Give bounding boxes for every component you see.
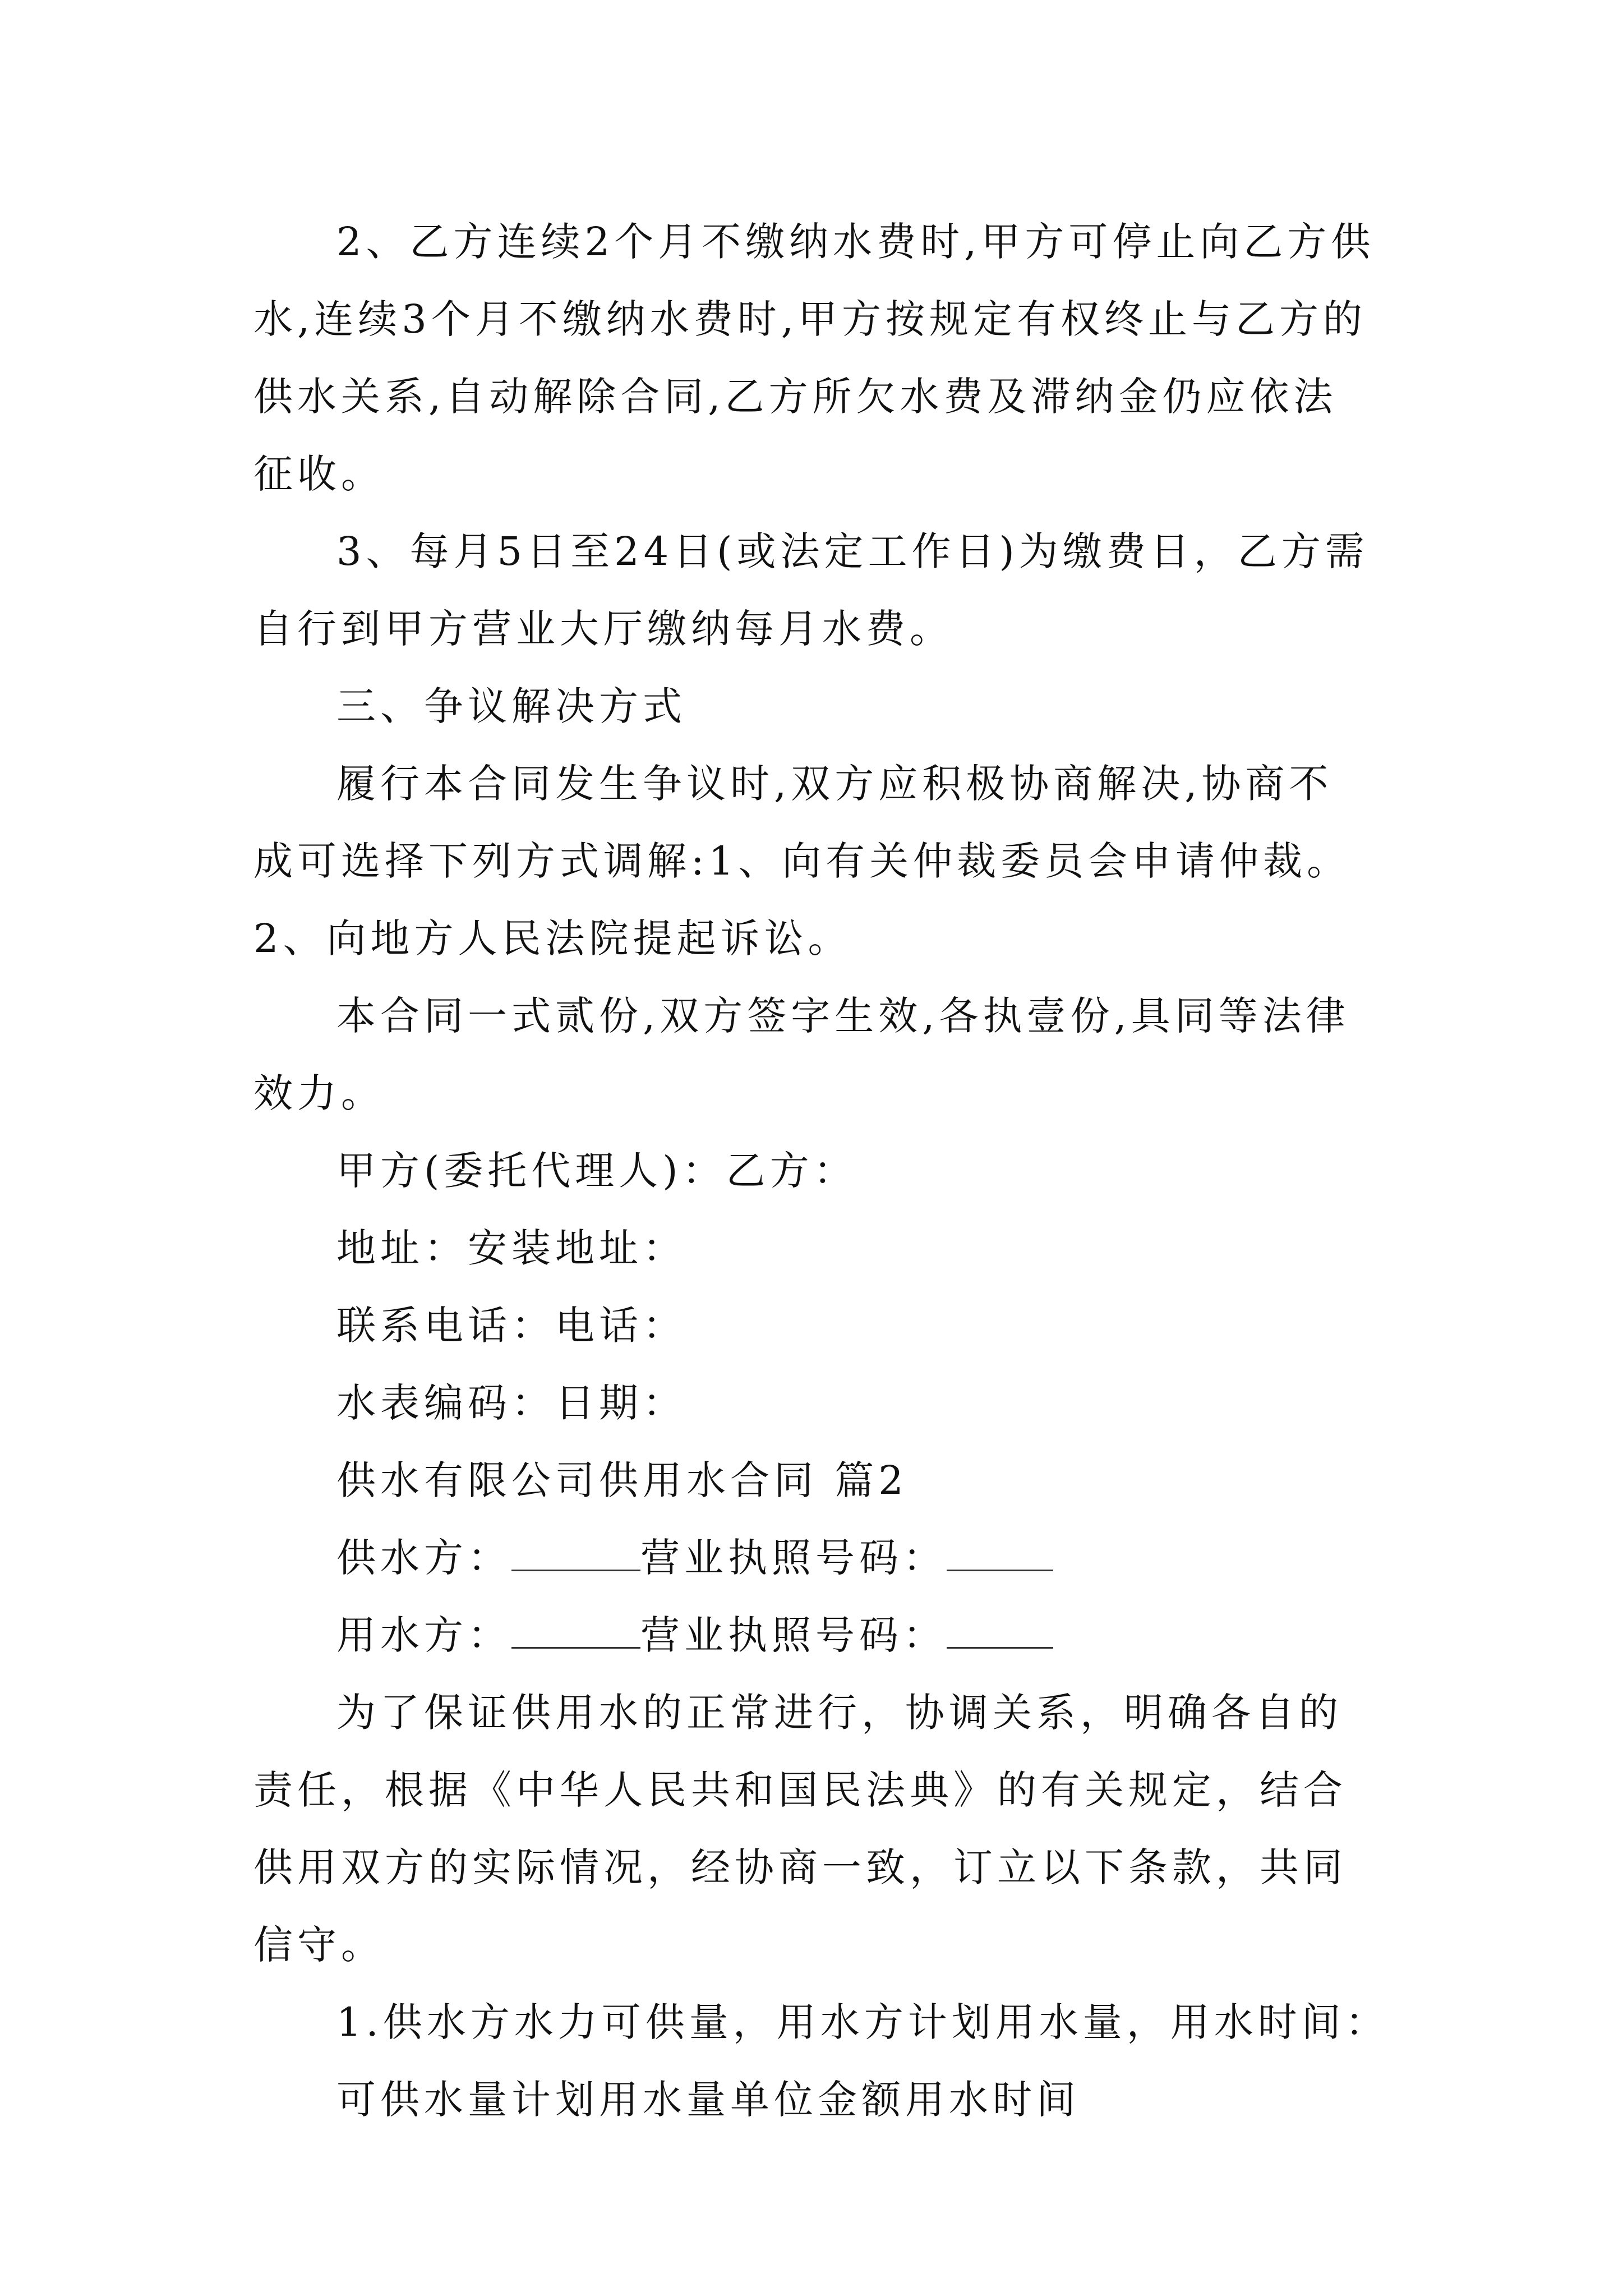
user-license-label: 营业执照号码：: [640, 1612, 947, 1658]
section-heading-dispute: 三、争议解决方式: [336, 683, 686, 729]
clause-1: 1.供水方水力可供量，用水方计划用水量，用水时间：: [336, 1999, 1389, 2045]
supplier-line: [253, 1519, 1375, 1596]
signature-line-address: 地址：安装地址：: [336, 1225, 686, 1271]
table-header-text: 可供水量计划用水量单位金额用水时间: [336, 2077, 1080, 2123]
contract-title-2: 供水有限公司供用水合同 篇2: [336, 1457, 908, 1503]
paragraph-payment-default: 2、乙方连续2个月不缴纳水费时,甲方可停止向乙方供水,连续3个月不缴纳水费时,甲方按规定有权终止与乙方的供水关系,自动解除合同,乙方所欠水费及滞纳金仍应依法征收。: [253, 219, 1375, 497]
signature-line-phone: 联系电话：电话：: [336, 1303, 686, 1349]
paragraph-purpose: 为了保证供用水的正常进行，协调关系，明确各自的责任，根据《中华人民共和国民法典》的有关规定，结合供用双方的实际情况，经协商一致，订立以下条款，共同信守。: [253, 1690, 1347, 1968]
document-body: [253, 203, 1389, 2138]
user-license-blank: [947, 1613, 1053, 1649]
supplier-license-label: 营业执照号码：: [640, 1535, 947, 1581]
supplier-name-blank: [511, 1536, 640, 1571]
signature-line-meter: 水表编码：日期：: [336, 1380, 686, 1426]
paragraph-copies: 本合同一式贰份,双方签字生效,各执壹份,具同等法律效力。: [253, 993, 1350, 1116]
paragraph-payment-date: 3、每月5日至24日(或法定工作日)为缴费日，乙方需自行到甲方营业大厅缴纳每月水费。: [253, 528, 1369, 652]
supplier-label: 供水方：: [336, 1535, 511, 1581]
paragraph-dispute: 履行本合同发生争议时,双方应积极协商解决,协商不成可选择下列方式调解:1、向有关仲裁委员会申请仲裁。2、向地方人民法院提起诉讼。: [253, 761, 1351, 961]
user-label: 用水方：: [336, 1612, 511, 1658]
signature-line-parties: 甲方(委托代理人)：乙方：: [336, 1148, 857, 1194]
user-name-blank: [511, 1613, 640, 1649]
supplier-license-blank: [947, 1536, 1053, 1571]
user-line: [253, 1596, 1375, 1674]
